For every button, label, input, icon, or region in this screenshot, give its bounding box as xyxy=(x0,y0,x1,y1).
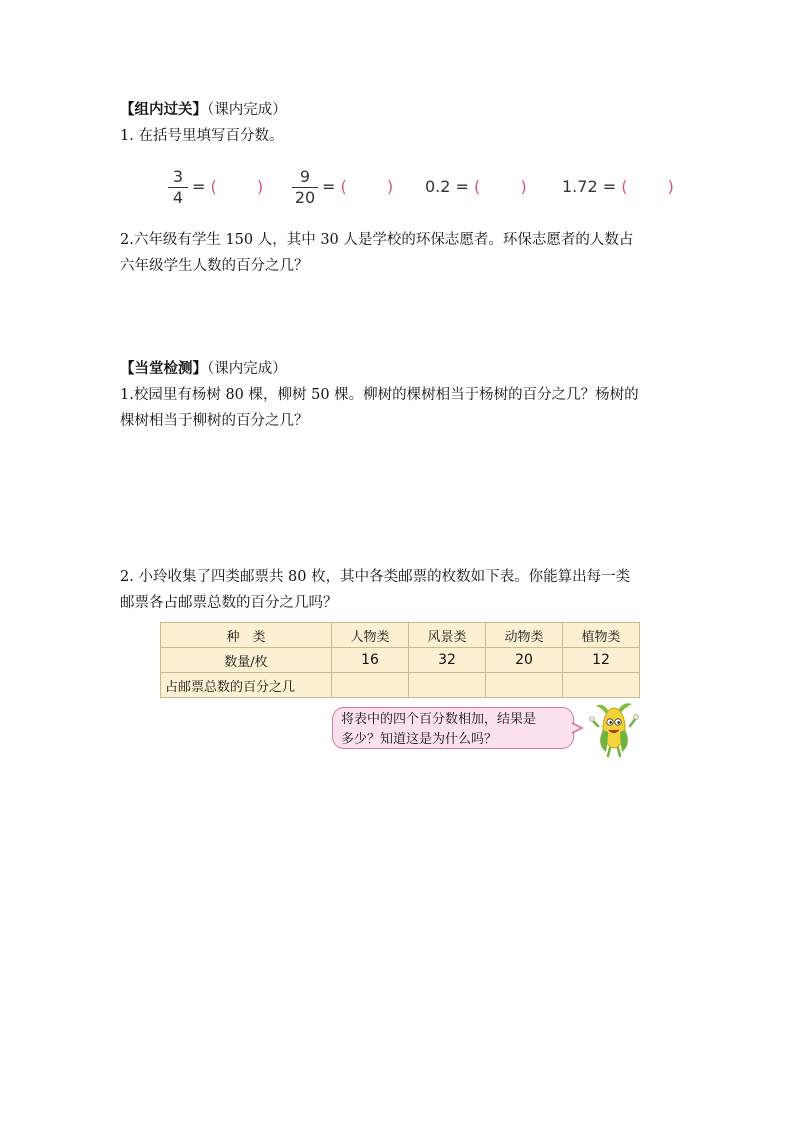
table-header-cell: 植物类 xyxy=(563,623,640,648)
table-header-cell: 动物类 xyxy=(486,623,563,648)
denominator: 20 xyxy=(294,188,316,208)
test-question-1-line-2: 棵树相当于柳树的百分之几？ xyxy=(120,413,309,429)
row-label: 数量/枚 xyxy=(161,648,332,673)
decimal-value: 1.72 xyxy=(562,177,598,196)
count-cell: 16 xyxy=(332,648,409,673)
answer-blank-2[interactable] xyxy=(322,177,393,196)
heading-note: （课内完成） xyxy=(207,102,287,118)
bubble-line-1: 将表中的四个百分数相加，结果是 xyxy=(341,712,537,727)
close-paren: ) xyxy=(520,177,527,196)
count-cell: 32 xyxy=(409,648,486,673)
percent-answer-cell[interactable] xyxy=(409,673,486,698)
close-paren: ) xyxy=(386,177,394,196)
open-paren: ( xyxy=(210,177,217,196)
answer-blank-4[interactable] xyxy=(562,177,674,196)
answer-blank-3[interactable] xyxy=(425,177,527,196)
table-header-row xyxy=(161,623,640,648)
heading-text: 【组内过关】 xyxy=(120,101,207,118)
question-2-line-2: 六年级学生人数的百分之几？ xyxy=(120,258,309,274)
row-label: 占邮票总数的百分之几 xyxy=(161,673,332,698)
count-cell: 12 xyxy=(563,648,640,673)
test-question-1-line-1: 1.校园里有杨树 80 棵，柳树 50 棵。柳树的棵树相当于杨树的百分之几？杨树的 xyxy=(120,387,639,403)
speech-bubble xyxy=(332,707,574,749)
equals-sign: = xyxy=(602,177,617,196)
equals-sign: = xyxy=(455,177,469,196)
section-heading-group-check xyxy=(120,100,287,120)
stamp-table xyxy=(160,622,640,698)
table-header-cell: 风景类 xyxy=(409,623,486,648)
equals-sign: = xyxy=(192,177,206,196)
table-row-count xyxy=(161,648,640,673)
fraction-3-4 xyxy=(168,168,188,207)
fraction-9-20 xyxy=(292,168,318,207)
decimal-value: 0.2 xyxy=(425,177,451,196)
percent-answer-cell[interactable] xyxy=(486,673,563,698)
numerator: 3 xyxy=(172,167,184,186)
equals-sign: = xyxy=(322,177,336,196)
open-paren: ( xyxy=(621,177,628,196)
count-cell: 20 xyxy=(486,648,563,673)
answer-blank-1[interactable] xyxy=(192,177,263,196)
open-paren: ( xyxy=(340,177,347,196)
denominator: 4 xyxy=(172,188,184,208)
section-heading-in-class-test xyxy=(120,359,287,379)
test-question-2-line-2: 邮票各占邮票总数的百分之几吗？ xyxy=(120,595,338,611)
test-question-2-line-1: 2. 小玲收集了四类邮票共 80 枚，其中各类邮票的枚数如下表。你能算出每一类 xyxy=(120,569,631,585)
table-row-percent xyxy=(161,673,640,698)
question-2-line-1: 2.六年级有学生 150 人，其中 30 人是学校的环保志愿者。环保志愿者的人数占 xyxy=(120,232,634,248)
numerator: 9 xyxy=(299,167,311,186)
heading-text: 【当堂检测】 xyxy=(120,360,207,377)
bubble-tail-inner xyxy=(572,724,580,732)
table-header-cell: 人物类 xyxy=(332,623,409,648)
corn-mascot-icon xyxy=(588,700,640,758)
percent-answer-cell[interactable] xyxy=(332,673,409,698)
close-paren: ) xyxy=(667,177,674,196)
question-1-prompt: 1. 在括号里填写百分数。 xyxy=(120,128,284,144)
heading-note: （课内完成） xyxy=(207,361,287,377)
bubble-line-2: 多少？知道这是为什么吗？ xyxy=(341,732,498,747)
percent-answer-cell[interactable] xyxy=(563,673,640,698)
close-paren: ) xyxy=(256,177,264,196)
table-header-cell: 种 类 xyxy=(161,623,332,648)
open-paren: ( xyxy=(474,177,481,196)
